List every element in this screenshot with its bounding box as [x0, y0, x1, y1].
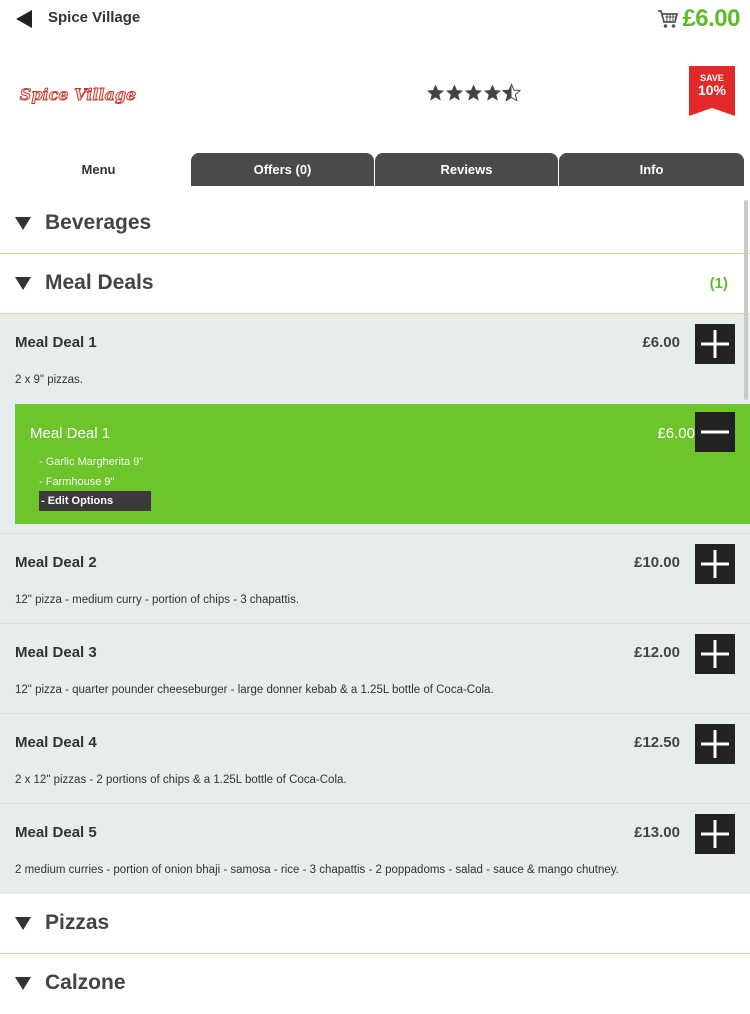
selected-item-name: Meal Deal 1: [30, 425, 111, 442]
tab-offers[interactable]: Offers (0): [191, 153, 374, 186]
plus-icon: [695, 724, 735, 764]
triangle-down-icon: [15, 917, 31, 930]
add-item-button[interactable]: [695, 544, 735, 584]
item-name: Meal Deal 5: [15, 824, 97, 841]
category-pizzas[interactable]: [0, 894, 750, 954]
add-item-button[interactable]: [695, 724, 735, 764]
item-description: 2 medium curries - portion of onion bhaji - samosa - rice - 3 chapattis - 2 poppadoms - salad - sauce & mango chutney.: [15, 864, 619, 876]
triangle-down-icon: [15, 977, 31, 990]
item-price: £13.00: [634, 824, 680, 841]
item-price: £6.00: [642, 334, 680, 351]
item-price: £10.00: [634, 554, 680, 571]
item-price: £12.50: [634, 734, 680, 751]
star-full-icon: [445, 83, 464, 103]
save-label: SAVE: [700, 73, 724, 83]
item-description: 12" pizza - medium curry - portion of chips - 3 chapattis.: [15, 594, 300, 606]
plus-icon: [695, 634, 735, 674]
category-name: Pizzas: [45, 911, 110, 934]
item-price: £12.00: [634, 644, 680, 661]
triangle-down-icon: [15, 217, 31, 230]
selected-option: - Garlic Margherita 9": [39, 456, 144, 468]
tab-menu[interactable]: Menu: [6, 153, 191, 186]
category-meal-deals[interactable]: [0, 254, 750, 314]
restaurant-title: Spice Village: [48, 9, 141, 26]
minus-icon: [695, 412, 735, 452]
star-full-icon: [483, 83, 502, 103]
star-full-icon: [464, 83, 483, 103]
save-percent: 10%: [697, 82, 727, 98]
plus-icon: [695, 324, 735, 364]
add-item-button[interactable]: [695, 634, 735, 674]
svg-text:Spice Village: Spice Village: [19, 85, 137, 104]
category-name: Meal Deals: [45, 271, 154, 294]
list-item: [0, 714, 750, 804]
list-item: [0, 314, 750, 534]
star-full-icon: [426, 83, 445, 103]
top-bar: [0, 0, 750, 38]
tab-reviews[interactable]: Reviews: [375, 153, 558, 186]
tab-bar: [6, 153, 744, 186]
item-description: 12" pizza - quarter pounder cheeseburger - large donner kebab & a 1.25L bottle of Coca-Cola.: [15, 684, 494, 696]
list-item: [0, 624, 750, 714]
add-item-button[interactable]: [695, 814, 735, 854]
edit-options-button[interactable]: - Edit Options: [39, 491, 151, 511]
scrollbar[interactable]: [744, 200, 748, 400]
list-item: [0, 534, 750, 624]
item-description: 2 x 9" pizzas.: [15, 374, 84, 386]
tab-info[interactable]: Info: [559, 153, 744, 186]
triangle-down-icon: [15, 277, 31, 290]
item-description: 2 x 12" pizzas - 2 portions of chips & a 1.25L bottle of Coca-Cola.: [15, 774, 347, 786]
plus-icon: [695, 544, 735, 584]
category-beverages[interactable]: [0, 194, 750, 254]
shopping-cart-icon: [657, 9, 679, 29]
remove-item-button[interactable]: [695, 412, 735, 452]
selected-option: - Farmhouse 9": [39, 476, 115, 488]
item-name: Meal Deal 1: [15, 334, 97, 351]
category-calzone[interactable]: [0, 954, 750, 1014]
back-arrow-icon[interactable]: [14, 8, 36, 30]
cart-button[interactable]: [657, 4, 740, 34]
list-item: [0, 804, 750, 894]
star-rating: [426, 83, 521, 103]
add-item-button[interactable]: [695, 324, 735, 364]
meal-deals-list: [0, 314, 750, 894]
item-name: Meal Deal 2: [15, 554, 97, 571]
category-count: (1): [709, 275, 728, 292]
item-name: Meal Deal 3: [15, 644, 97, 661]
cart-total: £6.00: [682, 5, 740, 32]
plus-icon: [695, 814, 735, 854]
category-name: Beverages: [45, 211, 152, 234]
item-name: Meal Deal 4: [15, 734, 97, 751]
restaurant-logo: [19, 80, 137, 108]
category-name: Calzone: [45, 971, 126, 994]
selected-item: [15, 404, 750, 524]
save-badge: [689, 66, 735, 116]
selected-item-price: £6.00: [657, 425, 695, 442]
star-half-icon: [502, 83, 521, 103]
